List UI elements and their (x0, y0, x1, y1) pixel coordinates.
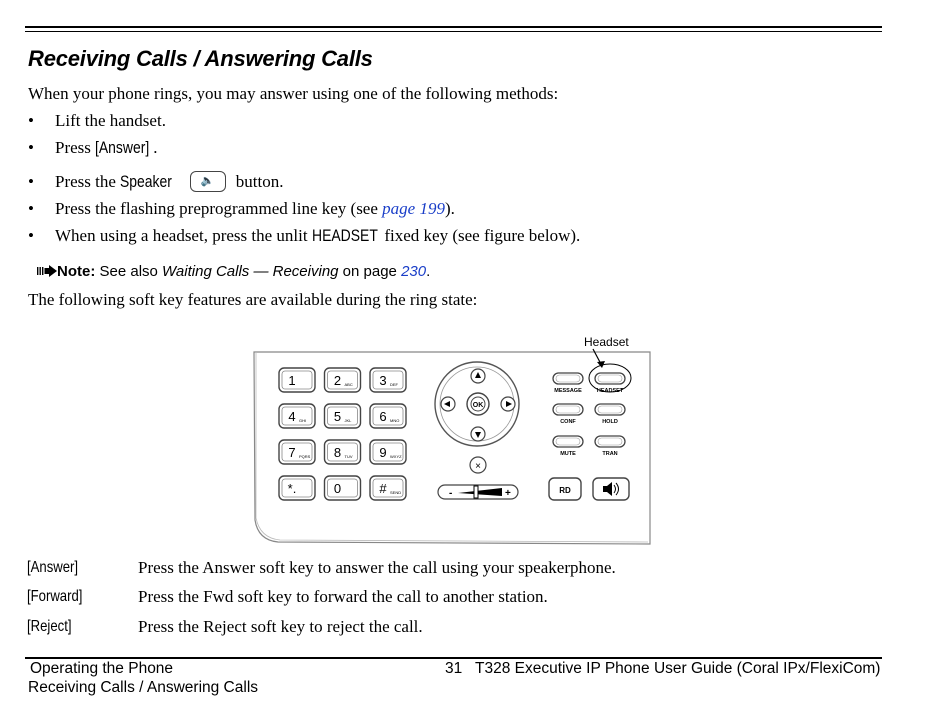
keypad-key-number: 8 (333, 445, 342, 460)
keypad-key-number: 0 (333, 481, 342, 496)
keypad-key (325, 440, 361, 464)
speaker-key-ref: Speaker (120, 172, 173, 191)
keypad-key (370, 368, 406, 392)
keypad-key (279, 404, 315, 428)
keypad-key (279, 440, 315, 464)
header-rule-top (25, 26, 882, 28)
page-230-link[interactable]: 230 (401, 263, 427, 280)
keypad-key-letters: JKL (344, 418, 352, 423)
bullet-dot: • (28, 199, 34, 218)
fixed-key-label: CONF (560, 419, 576, 425)
fixed-key-label: TRAN (602, 451, 618, 457)
fixed-key-label: MESSAGE (554, 388, 582, 394)
note-label: Note: (57, 263, 96, 280)
keypad-key-letters: GHI (299, 418, 307, 423)
fixed-key-label: MUTE (560, 451, 576, 457)
svg-text:-: - (449, 488, 453, 499)
header-rule-bottom (25, 31, 882, 32)
bullet-dot: • (28, 172, 34, 191)
keypad-key (325, 476, 361, 500)
keypad-key-number: 1 (288, 373, 296, 388)
intro-paragraph: When your phone rings, you may answer using one of the following methods: (28, 84, 559, 103)
fixed-key (553, 373, 583, 394)
volume-bar (438, 485, 518, 499)
footer-section: Receiving Calls / Answering Calls (28, 679, 259, 696)
keypad-key-number: # (379, 481, 387, 496)
bullet-dot: • (28, 111, 34, 130)
keypad-key-number: 9 (379, 445, 387, 460)
phone-keypad-figure (252, 316, 652, 546)
keypad-key (279, 476, 315, 500)
footer-chapter: Operating the Phone (30, 660, 174, 677)
keypad-key-letters: DEF (390, 382, 398, 387)
keypad-key-letters: MNO (390, 418, 400, 423)
keypad-key (325, 404, 361, 428)
softkey-description: Press the Answer soft key to answer the call using your speakerphone. (138, 558, 616, 577)
keypad-key (325, 368, 361, 392)
keypad-key-number: 5 (333, 409, 342, 424)
keypad-key (279, 368, 315, 392)
keypad-key-number: 3 (379, 373, 387, 388)
cancel-x-icon: × (475, 461, 481, 472)
fixed-key-label: HEADSET (596, 388, 624, 394)
section-heading: Receiving Calls / Answering Calls (28, 46, 373, 71)
keypad-key (370, 404, 406, 428)
keypad-key-number: 2 (333, 373, 342, 388)
headset-callout-label: Headset (584, 335, 629, 349)
ok-button-label: OK (472, 402, 484, 409)
softkey-term: [Reject] (27, 618, 72, 635)
footer-guide-title: T328 Executive IP Phone User Guide (Coral IPx/FlexiCom) (475, 660, 881, 677)
softkey-description: Press the Fwd soft key to forward the call to another station. (138, 587, 548, 606)
keypad-key-letters: TUV (344, 454, 353, 459)
fixed-key-label: HOLD (602, 419, 618, 425)
softkey-term: [Answer] (27, 559, 79, 576)
keypad-key-letters: ABC (344, 382, 353, 387)
softkey-description: Press the Reject soft key to reject the call. (138, 617, 423, 636)
keypad-key-letters: PQRS (299, 454, 311, 459)
svg-text:+: + (505, 488, 511, 499)
footer-rule (25, 657, 882, 659)
answer-key-ref: [Answer] (95, 138, 150, 157)
note-ref: Waiting Calls — Receiving (162, 263, 339, 280)
bullet-dot: • (28, 226, 34, 245)
keypad-key (370, 476, 406, 500)
keypad-key-number: 6 (379, 409, 387, 424)
note: Note: See also Waiting Calls — Receiving on page 230. (37, 263, 430, 280)
footer-page-number: 31 (445, 660, 463, 677)
softkey-intro: The following soft key features are available during the ring state: (28, 290, 478, 309)
note-arrow-icon (37, 265, 57, 277)
keypad-key-letters: SEND (390, 490, 402, 495)
keypad-key-letters: WXYZ (390, 454, 402, 459)
bullet-dot: • (28, 138, 34, 157)
softkey-term: [Forward] (27, 588, 83, 605)
keypad-key-number: *. (287, 481, 297, 496)
keypad-key-number: 7 (288, 445, 296, 460)
speaker-button-icon: 🔈 (190, 171, 226, 192)
keypad-key-number: 4 (288, 409, 296, 424)
keypad-key (370, 440, 406, 464)
rd-key-label: RD (559, 486, 571, 495)
page-199-link[interactable]: page 199 (382, 199, 445, 218)
headset-key-ref: HEADSET (311, 226, 378, 245)
fixed-key (595, 373, 625, 394)
